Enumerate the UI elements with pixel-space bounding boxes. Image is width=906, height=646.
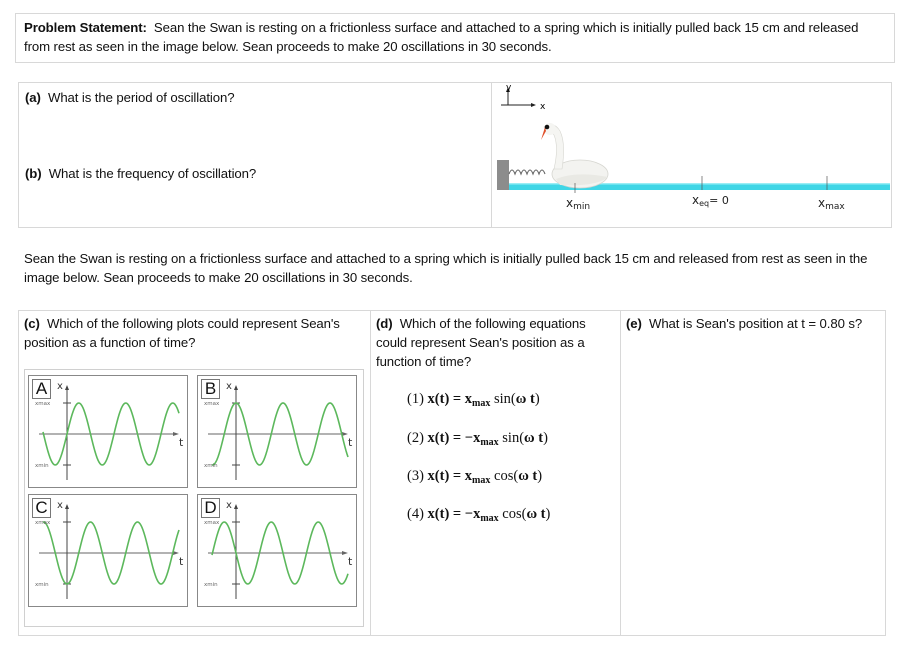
t-axis-label: t [348, 555, 353, 568]
question-c [24, 314, 370, 352]
axis-x-label: x [540, 102, 546, 112]
equation-option-3[interactable]: (3) $x(t) = x_{max}$ cos(ω t) [407, 468, 543, 486]
question-c-text: Which of the following plots could represent Sean's position as a function of time? [24, 316, 340, 350]
part-d-cell [371, 311, 621, 635]
xmax-label: xmax [204, 520, 220, 526]
xmin-label: xmin [35, 463, 49, 469]
x-axis-label: x [57, 381, 63, 392]
plot-option-c[interactable] [28, 494, 188, 607]
plot-letter-label: D [201, 498, 220, 518]
question-b-text: What is the frequency of oscillation? [48, 166, 257, 181]
part-e-cell [621, 311, 885, 635]
part-c-cell [19, 311, 371, 635]
plot-option-a[interactable] [28, 375, 188, 488]
x-axis-label: x [226, 381, 232, 392]
question-d-label: (d) [376, 316, 393, 331]
t-axis-label: t [348, 436, 353, 449]
question-b-label: (b) [25, 166, 42, 181]
plot-d-svg [198, 495, 356, 606]
x-axis-arrow [234, 385, 238, 390]
xmin-label: xmin [204, 463, 218, 469]
plot-a-svg [29, 376, 187, 487]
plot-b-svg [198, 376, 356, 487]
parts-ab-cell [19, 83, 492, 227]
equation-option-2[interactable]: (2) $x(t) = -x_{max}$ sin(ω t) [407, 430, 548, 448]
x-axis-arrow [65, 504, 69, 509]
problem-statement-label: Problem Statement: [24, 20, 147, 35]
question-d-text: Which of the following equations could represent Sean's position as a function of time? [376, 316, 586, 369]
question-e-text: What is Sean's position at t = 0.80 s? [648, 316, 863, 331]
parts-cde-table [18, 310, 886, 636]
t-axis-label: t [179, 436, 184, 449]
question-c-label: (c) [24, 316, 40, 331]
plot-letter-label: B [201, 379, 220, 399]
x-axis-arrow [65, 385, 69, 390]
swan-image [541, 123, 608, 188]
question-a-label: (a) [25, 90, 41, 105]
question-e-label: (e) [626, 316, 642, 331]
xmax-label: xmax [35, 401, 51, 407]
problem-paragraph: Sean the Swan is resting on a frictionless surface and attached to a spring which is initially pulled back 15 cm and released from rest as seen in the image below. Sean proceeds to make 20 oscillations in 30 seconds. [24, 251, 868, 285]
xmax-label: xmax [818, 196, 845, 212]
plot-letter-label: C [32, 498, 51, 518]
wall-block [497, 160, 509, 190]
question-e [626, 314, 862, 333]
problem-statement-text: Sean the Swan is resting on a frictionless surface and attached to a spring which is initially pulled back 15 cm and released from rest as seen in the image below. Sean proceeds to make 20 oscillations in 30 seconds. [24, 20, 859, 54]
xmin-label: xmin [204, 582, 218, 588]
question-b [25, 164, 256, 183]
plot-options-frame [24, 369, 364, 627]
x-axis-label: x [226, 500, 232, 511]
equation-option-4[interactable]: (4) $x(t) = -x_{max}$ cos(ω t) [407, 506, 551, 524]
plot-letter-label: A [32, 379, 51, 399]
t-axis-label: t [179, 555, 184, 568]
spring [509, 170, 545, 174]
swan-spring-diagram [492, 83, 891, 227]
axis-y-label: y [506, 83, 512, 93]
question-d [376, 314, 616, 371]
question-a [25, 88, 234, 107]
x-axis-arrow [234, 504, 238, 509]
parts-ab-table [18, 82, 892, 228]
xmax-label: xmax [204, 401, 220, 407]
problem-statement [15, 13, 895, 63]
xmax-label: xmax [35, 520, 51, 526]
plot-c-svg [29, 495, 187, 606]
swan-spring-figure [492, 83, 891, 227]
plot-option-b[interactable] [197, 375, 357, 488]
xmin-label: xmin [35, 582, 49, 588]
plot-option-d[interactable] [197, 494, 357, 607]
x-axis-label: x [57, 500, 63, 511]
equation-option-1[interactable]: (1) $x(t) = x_{max}$ sin(ω t) [407, 391, 540, 409]
xmin-label: xmin [566, 196, 591, 212]
question-a-text: What is the period of oscillation? [47, 90, 235, 105]
xeq-label: xeq= 0 [692, 193, 729, 208]
